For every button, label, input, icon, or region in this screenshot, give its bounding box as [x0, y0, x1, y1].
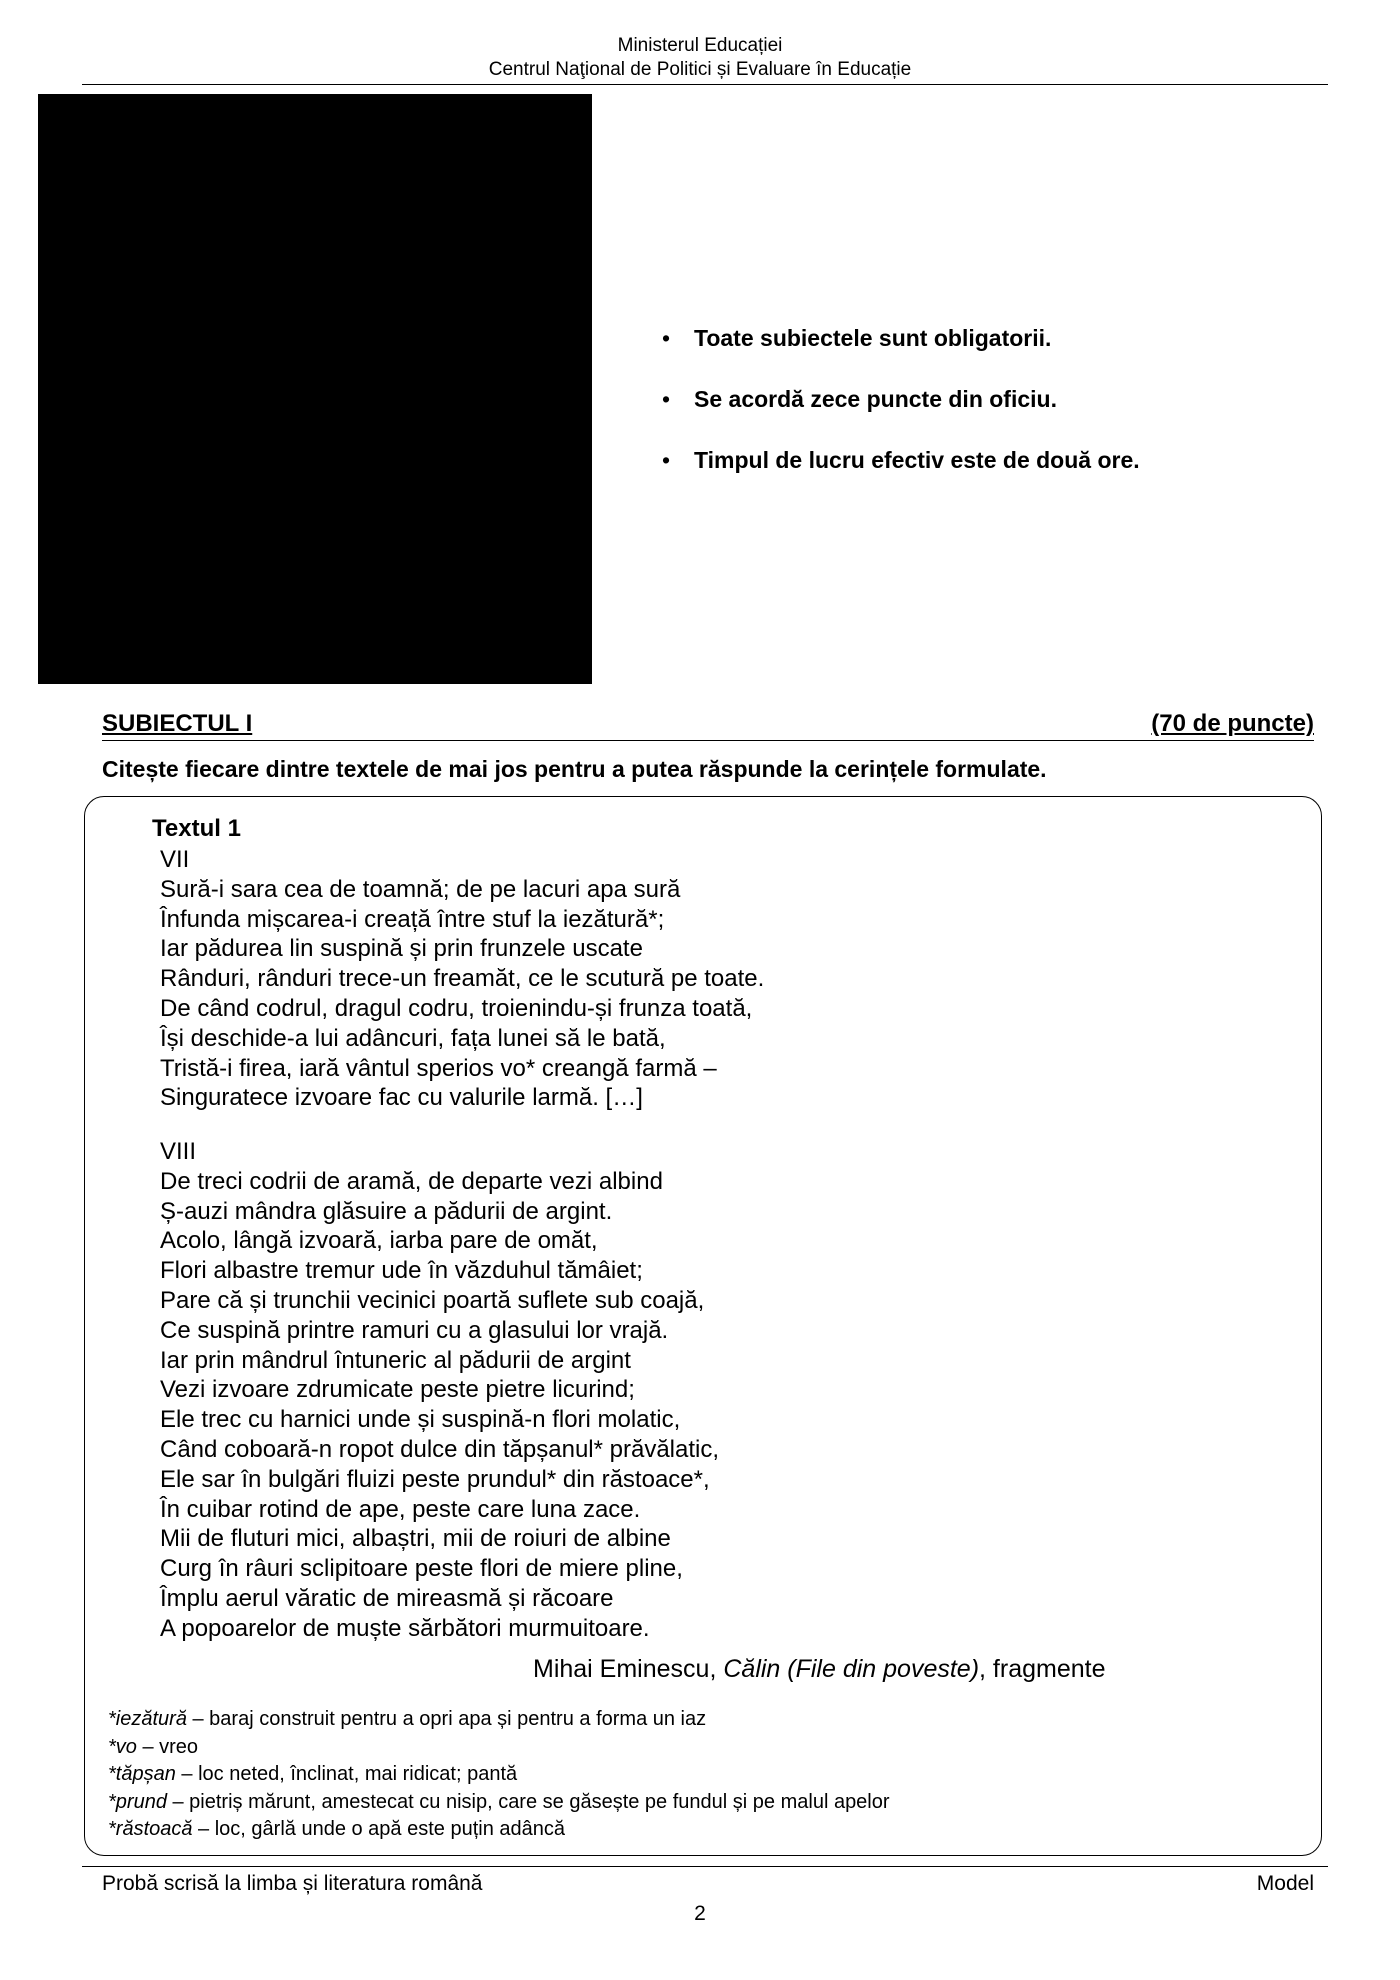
- attribution: [533, 1655, 1105, 1684]
- poem-line: Își deschide-a lui adâncuri, fața lunei să le bată,: [160, 1024, 666, 1052]
- page-number: 2: [694, 1902, 706, 1925]
- redacted-block: [38, 94, 592, 684]
- poem-line: Tristă-i firea, iară vântul sperios vo* creangă farmă –: [160, 1054, 717, 1082]
- glossary-note: *prund – pietriș mărunt, amestecat cu nisip, care se găsește pe fundul și pe malul apelor: [108, 1790, 890, 1813]
- footer-exam-name: Probă scrisă la limba și literatura română: [102, 1872, 483, 1895]
- bullet-icon: •: [662, 447, 671, 473]
- poem-line: Rânduri, rânduri trece-un freamăt, ce le scutură pe toate.: [160, 965, 765, 993]
- poem-line: Ce suspină printre ramuri cu a glasului lor vrajă.: [160, 1316, 669, 1344]
- rule-item: • Se acordă zece puncte din oficiu.: [662, 386, 1057, 412]
- exam-rules-list: [660, 324, 1360, 507]
- bullet-icon: •: [662, 325, 671, 351]
- subject-title: SUBIECTUL I: [102, 710, 253, 737]
- subject-instruction: Citește fiecare dintre textele de mai jos pentru a putea răspunde la cerințele formulate.: [102, 756, 1047, 782]
- attribution-suffix: , fragmente: [979, 1655, 1106, 1683]
- poem-line: Acolo, lângă izvoară, iarba pare de omăt,: [160, 1227, 598, 1255]
- poem-line: VII: [160, 846, 190, 873]
- work-title: Călin (File din poveste): [723, 1655, 980, 1683]
- poem-line: Sură-i sara cea de toamnă; de pe lacuri apa sură: [160, 875, 681, 903]
- poem-line: Când coboară-n ropot dulce din tăpșanul* prăvălatic,: [160, 1435, 720, 1463]
- poem-line: Iar prin mândrul întuneric al pădurii de argint: [160, 1346, 631, 1374]
- glossary-note: *iezătură – baraj construit pentru a opri apa și pentru a forma un iaz: [108, 1708, 707, 1730]
- glossary-notes: [108, 1706, 890, 1844]
- subject-points: (70 de puncte): [1151, 710, 1314, 737]
- text-label: Textul 1: [152, 815, 241, 842]
- poem-line: Înfunda mișcarea-i creață între stuf la iezătură*;: [160, 905, 665, 933]
- poem-line: Ele sar în bulgări fluizi peste prundul* din răstoace*,: [160, 1465, 710, 1493]
- stanza-vii: [160, 845, 764, 1113]
- poem-line: Iar pădurea lin suspină și prin frunzele uscate: [160, 935, 643, 963]
- bullet-icon: •: [662, 386, 671, 412]
- footer-divider: [82, 1866, 1328, 1867]
- poem-line: Singuratece izvoare fac cu valurile larmă. […]: [160, 1084, 643, 1112]
- center-name: Centrul Naţional de Politici și Evaluare în Educație: [488, 59, 912, 80]
- poem-line: VIII: [160, 1138, 197, 1165]
- page-header: [0, 34, 1400, 82]
- poem-line: Vezi izvoare zdrumicate peste pietre licurind;: [160, 1376, 635, 1404]
- header-divider: [82, 84, 1328, 85]
- rule-item: • Timpul de lucru efectiv este de două ore.: [662, 447, 1140, 473]
- ministry-name: Ministerul Educației: [617, 35, 783, 56]
- glossary-note: *tăpșan – loc neted, înclinat, mai ridicat; pantă: [108, 1763, 518, 1785]
- poem-line: Curg în râuri sclipitoare peste flori de miere pline,: [160, 1555, 683, 1583]
- author-name: Mihai Eminescu,: [533, 1655, 717, 1683]
- glossary-note: *răstoacă – loc, gârlă unde o apă este puțin adâncă: [108, 1818, 565, 1840]
- poem-line: Pare că și trunchii vecinici poartă suflete sub coajă,: [160, 1286, 705, 1314]
- glossary-note: *vo – vreo: [108, 1735, 199, 1758]
- poem-line: Mii de fluturi mici, albaștri, mii de roiuri de albine: [160, 1525, 671, 1553]
- poem-line: De treci codrii de aramă, de departe vezi albind: [160, 1167, 663, 1195]
- poem-line: De când codrul, dragul codru, troienindu-și frunza toată,: [160, 994, 753, 1022]
- poem-line: Ș-auzi mândra glăsuire a pădurii de argint.: [160, 1197, 613, 1225]
- poem-line: Împlu aerul văratic de mireasmă și răcoare: [160, 1584, 614, 1612]
- footer-model-label: Model: [1256, 1872, 1314, 1895]
- poem-line: Ele trec cu harnici unde și suspină-n flori molatic,: [160, 1406, 681, 1434]
- poem-line: Flori albastre tremur ude în văzduhul tămâiet;: [160, 1257, 643, 1285]
- poem-line: A popoarelor de muște sărbători murmuitoare.: [160, 1614, 650, 1642]
- stanza-viii: [160, 1137, 719, 1644]
- rule-item: • Toate subiectele sunt obligatorii.: [662, 325, 1052, 351]
- poem-line: În cuibar rotind de ape, peste care luna zace.: [160, 1495, 641, 1523]
- subject-heading: [102, 708, 1314, 741]
